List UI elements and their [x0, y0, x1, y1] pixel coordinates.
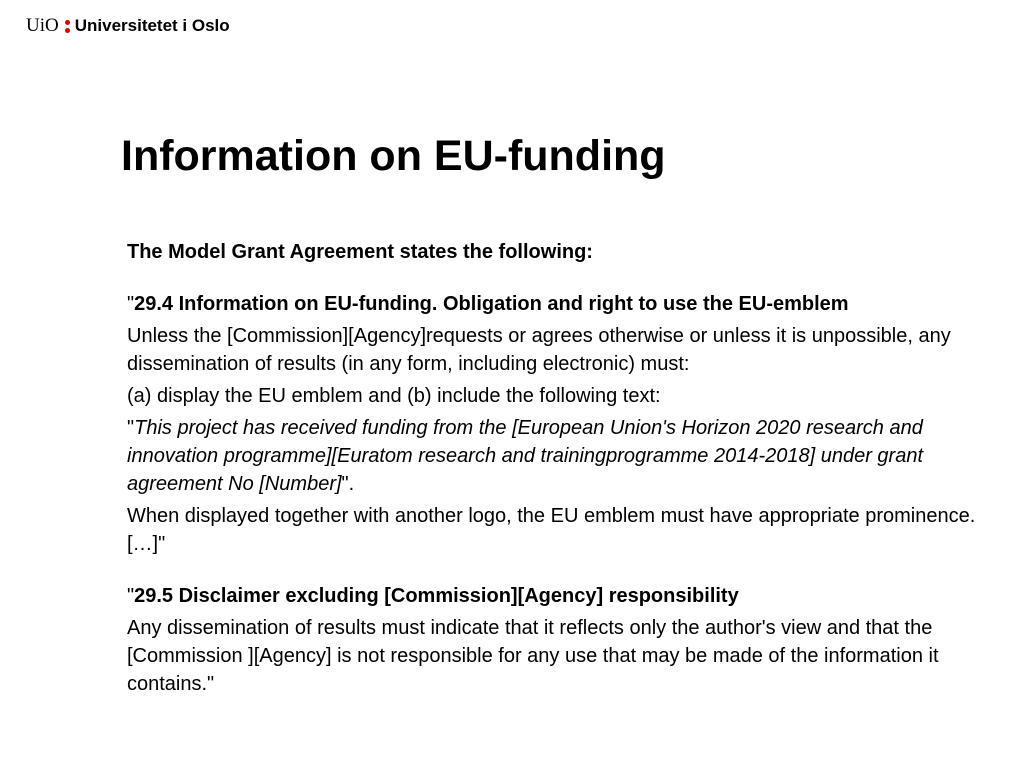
page-title: Information on EU-funding — [121, 132, 666, 180]
section-29-4-para2: (a) display the EU emblem and (b) include the following text: — [127, 385, 661, 407]
section-29-4-para3: When displayed together with another logo, the EU emblem must have appropriate prominence. […]" — [127, 505, 976, 555]
funding-statement: This project has received funding from the [European Union's Horizon 2020 research and innovation programme][Euratom research and trainingprogramme 2014-2018] under grant agreement No [Number] — [127, 417, 924, 495]
section-29-4-quote — [127, 414, 977, 498]
uio-logo — [26, 14, 230, 38]
section-29-5-para1: Any dissemination of results must indicate that it reflects only the author's view and that the [Commission ][Agency] is not responsible for any use that may be made of the information it contains." — [127, 617, 939, 695]
slide-body — [127, 238, 977, 698]
section-29-5-heading — [127, 582, 977, 610]
section-29-4-heading-text: 29.4 Information on EU-funding. Obligation and right to use the EU-emblem — [134, 293, 849, 315]
logo-short: UiO — [26, 15, 59, 36]
intro-text: The Model Grant Agreement states the following: — [127, 241, 593, 263]
section-29-5-heading-text: 29.5 Disclaimer excluding [Commission][Agency] responsibility — [134, 585, 739, 607]
quote-prefix: " — [127, 417, 135, 439]
quote-mark: " — [127, 585, 135, 607]
logo-dots-icon — [65, 20, 70, 33]
quote-suffix: ". — [341, 473, 355, 495]
section-29-4-heading — [127, 290, 977, 318]
section-29-4-para1: Unless the [Commission][Agency]requests or agrees otherwise or unless it is unpossible, any dissemination of results (in any form, including electronic) must: — [127, 325, 951, 375]
logo-name: Universitetet i Oslo — [74, 16, 230, 35]
quote-mark: " — [127, 293, 135, 315]
